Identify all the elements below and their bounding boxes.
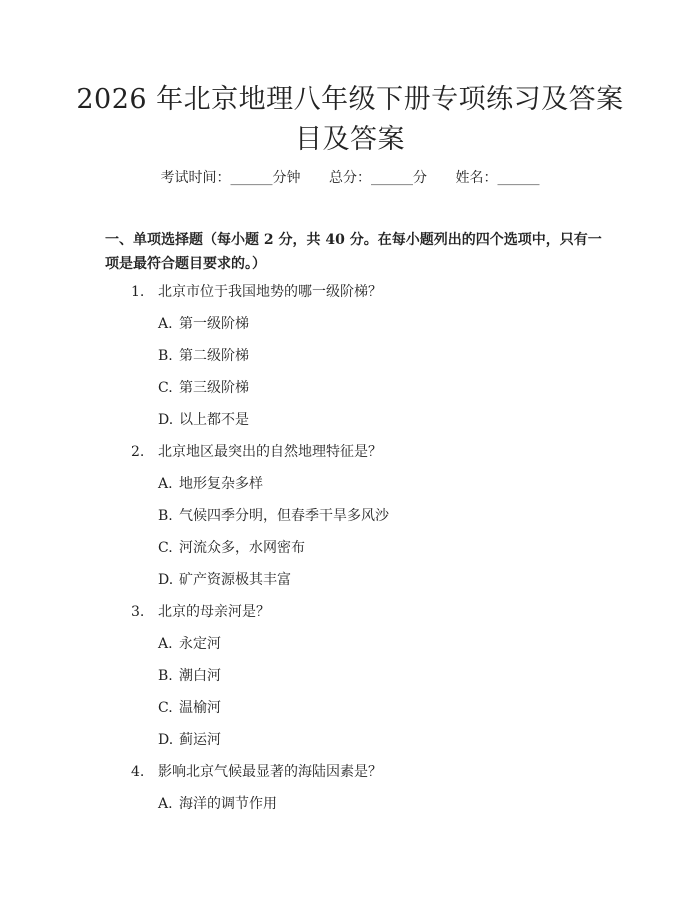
option-letter: D.: [158, 412, 174, 428]
question-number: 2.: [131, 444, 145, 460]
exam-meta: [0, 168, 700, 188]
option-text: 温榆河: [179, 700, 221, 716]
option-letter: B.: [158, 348, 173, 364]
question-text: 北京的母亲河是？: [158, 604, 270, 620]
option-text: 海洋的调节作用: [179, 796, 277, 812]
question-number: 1.: [131, 284, 145, 300]
option-1-2: [158, 346, 249, 366]
question-number: 3.: [131, 604, 145, 620]
option-2-3: [158, 538, 305, 558]
option-text: 永定河: [179, 636, 221, 652]
option-letter: C.: [158, 540, 173, 556]
option-text: 气候四季分明，但春季干旱多风沙: [179, 508, 389, 524]
option-1-3: [158, 378, 249, 398]
question-3: [131, 602, 270, 622]
option-text: 第三级阶梯: [179, 380, 249, 396]
option-1-1: [158, 314, 249, 334]
option-text: 潮白河: [179, 668, 221, 684]
option-4-1: [158, 794, 277, 814]
option-text: 矿产资源极其丰富: [179, 572, 291, 588]
option-3-2: [158, 666, 221, 686]
option-2-4: [158, 570, 291, 590]
option-2-1: [158, 474, 263, 494]
option-letter: D.: [158, 572, 174, 588]
option-2-2: [158, 506, 389, 526]
option-letter: A.: [158, 796, 173, 812]
option-1-4: [158, 410, 249, 430]
option-3-4: [158, 730, 221, 750]
question-text: 北京地区最突出的自然地理特征是？: [158, 444, 382, 460]
option-text: 地形复杂多样: [179, 476, 263, 492]
option-letter: C.: [158, 380, 173, 396]
option-letter: B.: [158, 668, 173, 684]
question-4: [131, 762, 382, 782]
option-letter: A.: [158, 476, 173, 492]
option-text: 蓟运河: [179, 732, 221, 748]
question-text: 北京市位于我国地势的哪一级阶梯？: [158, 284, 382, 300]
option-3-1: [158, 634, 221, 654]
question-1: [131, 282, 382, 302]
student-name: 姓名：______: [455, 170, 540, 186]
option-letter: D.: [158, 732, 174, 748]
option-text: 河流众多，水网密布: [179, 540, 305, 556]
exam-time: 考试时间：______分钟: [160, 170, 301, 186]
option-letter: A.: [158, 316, 173, 332]
option-text: 以上都不是: [179, 412, 249, 428]
option-letter: C.: [158, 700, 173, 716]
option-text: 第一级阶梯: [179, 316, 249, 332]
title-line-2: 目及答案: [295, 124, 405, 155]
option-3-3: [158, 698, 221, 718]
document-title: [0, 80, 700, 160]
question-number: 4.: [131, 764, 145, 780]
question-text: 影响北京气候最显著的海陆因素是？: [158, 764, 382, 780]
total-score: 总分：______分: [329, 170, 427, 186]
option-text: 第二级阶梯: [179, 348, 249, 364]
section-heading: 一、单项选择题（每小题 2 分，共 40 分。在每小题列出的四个选项中，只有一项是最符合题目要求的。）: [105, 232, 602, 272]
option-letter: A.: [158, 636, 173, 652]
option-letter: B.: [158, 508, 173, 524]
title-line-1: 2026 年北京地理八年级下册专项练习及答案: [76, 84, 624, 115]
question-2: [131, 442, 382, 462]
